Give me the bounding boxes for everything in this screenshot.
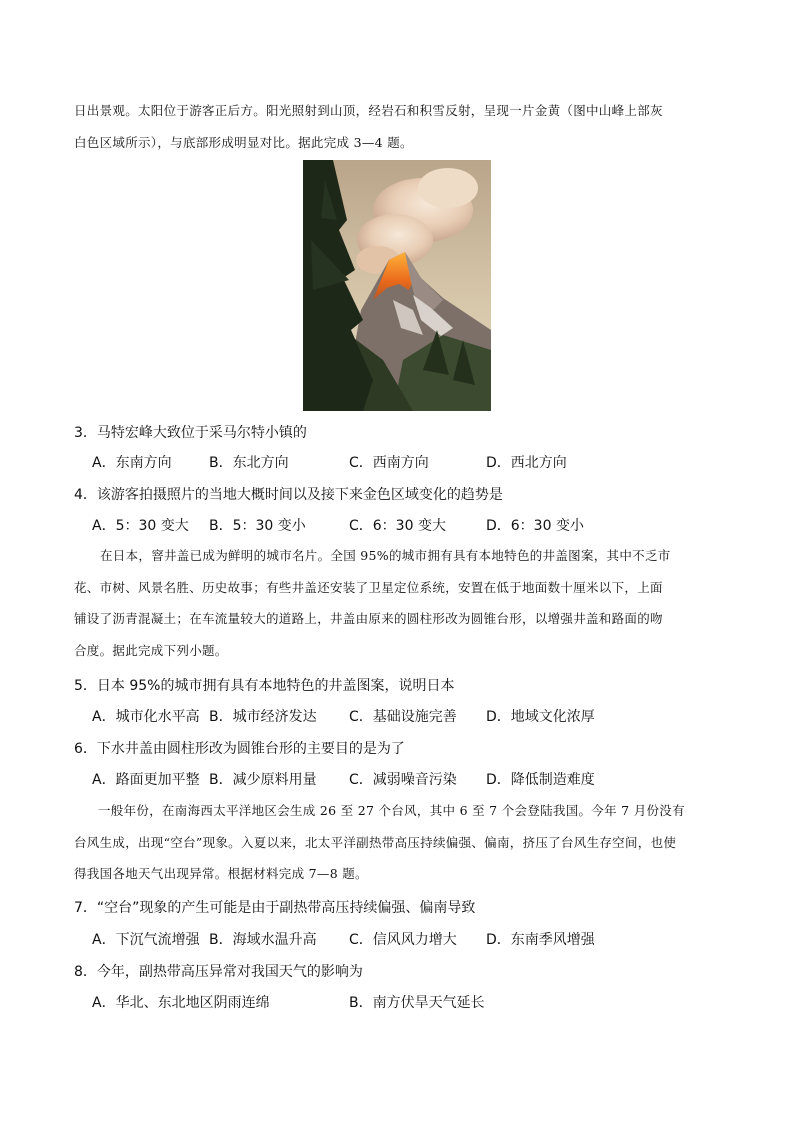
passage2-line-2: 花、市树、风景名胜、历史故事；有些井盖还安装了卫星定位系统，安置在低于地面数十厘米以下，上面: [74, 579, 663, 595]
passage2-line-4: 合度。据此完成下列小题。: [74, 642, 228, 658]
q6-option-a[interactable]: A．路面更加平整: [92, 772, 200, 788]
q7-option-c[interactable]: C．信风风力增大: [349, 932, 457, 948]
question-3-stem: 3．马特宏峰大致位于采马尔特小镇的: [74, 425, 307, 441]
passage3-line-3: 得我国各地天气出现异常。根据材料完成 7—8 题。: [74, 866, 368, 881]
q6-option-b[interactable]: B．减少原料用量: [209, 772, 317, 788]
passage3-line-2: 台风生成，出现“空台”现象。入夏以来，北太平洋副热带高压持续偏强、偏南，挤压了台风生存空间，也使: [74, 834, 677, 850]
question-4-stem: 4．该游客拍摄照片的当地大概时间以及接下来金色区域变化的趋势是: [74, 487, 503, 503]
q3-option-b[interactable]: B．东北方向: [209, 455, 289, 471]
q6-option-d[interactable]: D．降低制造难度: [486, 772, 595, 788]
q4-option-a[interactable]: A．5：30 变大: [92, 518, 189, 534]
intro-line-1: 日出景观。太阳位于游客正后方。阳光照射到山顶，经岩石和积雪反射，呈现一片金黄（图中山峰上部灰: [74, 103, 663, 118]
q3-option-c[interactable]: C．西南方向: [349, 455, 429, 471]
mountain-photo-drawing: [303, 160, 491, 411]
q7-option-a[interactable]: A．下沉气流增强: [92, 932, 200, 948]
q5-option-a[interactable]: A．城市化水平高: [92, 709, 200, 725]
passage2-line-3: 铺设了沥青混凝土；在车流量较大的道路上，井盖由原来的圆柱形改为圆锥台形，以增强井盖和路面的吻: [74, 611, 663, 626]
question-7-stem: 7．“空台”现象的产生可能是由于副热带高压持续偏强、偏南导致: [74, 900, 476, 916]
q8-option-b[interactable]: B．南方伏旱天气延长: [349, 995, 485, 1011]
q8-option-a[interactable]: A．华北、东北地区阴雨连绵: [92, 995, 270, 1011]
passage3-line-1: 一般年份，在南海西太平洋地区会生成 26 至 27 个台风，其中 6 至 7 个会登陆我国。今年 7 月份没有: [98, 803, 685, 818]
q4-option-b[interactable]: B．5：30 变小: [209, 518, 306, 534]
q7-option-d[interactable]: D．东南季风增强: [486, 932, 595, 948]
passage-typhoon: [74, 795, 724, 890]
q4-option-c[interactable]: C．6：30 变大: [349, 518, 446, 534]
q4-option-d[interactable]: D．6：30 变小: [486, 518, 584, 534]
q6-option-c[interactable]: C．减弱噪音污染: [349, 772, 457, 788]
question-8-stem: 8．今年，副热带高压异常对我国天气的影响为: [74, 964, 363, 980]
q3-option-a[interactable]: A．东南方向: [92, 455, 172, 471]
q7-option-b[interactable]: B．海域水温升高: [209, 932, 317, 948]
intro-passage: [74, 95, 724, 158]
q3-option-d[interactable]: D．西北方向: [486, 455, 567, 471]
passage2-line-1: 在日本，窨井盖已成为鲜明的城市名片。全国 95%的城市拥有具有本地特色的井盖图案，其中不乏市: [100, 548, 671, 563]
mountain-sunrise-photo: [303, 160, 491, 411]
question-6-stem: 6．下水井盖由圆柱形改为圆锥台形的主要目的是为了: [74, 741, 405, 757]
intro-line-2: 白色区域所示），与底部形成明显对比。据此完成 3—4 题。: [74, 134, 413, 150]
q5-option-b[interactable]: B．城市经济发达: [209, 709, 317, 725]
passage-manhole-covers: [74, 540, 724, 666]
question-5-stem: 5．日本 95%的城市拥有具有本地特色的井盖图案，说明日本: [74, 678, 455, 694]
q5-option-c[interactable]: C．基础设施完善: [349, 709, 457, 725]
q5-option-d[interactable]: D．地域文化浓厚: [486, 709, 595, 725]
